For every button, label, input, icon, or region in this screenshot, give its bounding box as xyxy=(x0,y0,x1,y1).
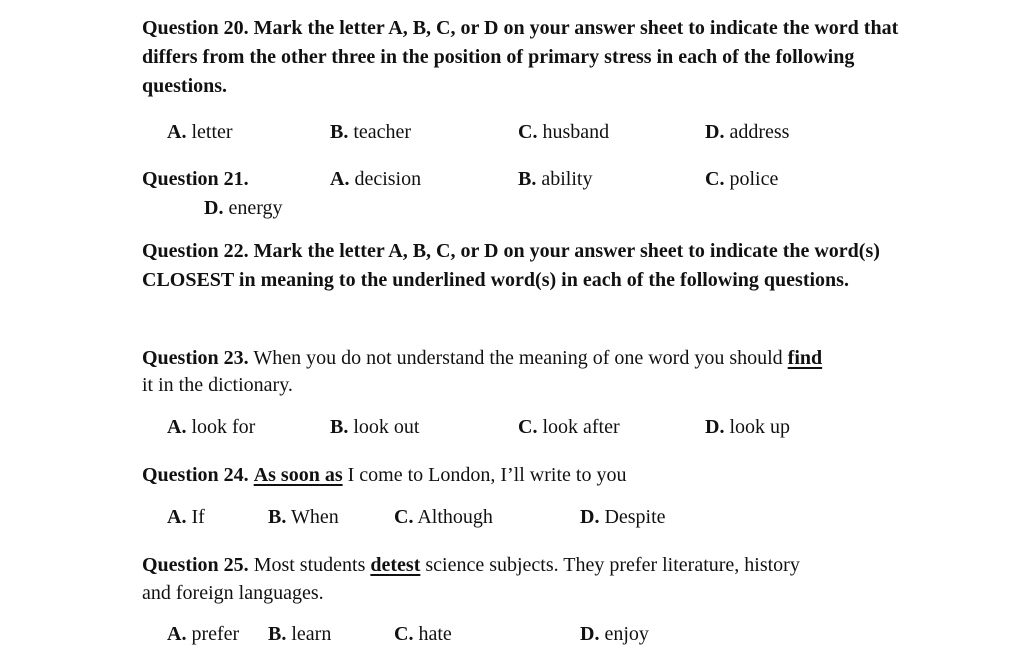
q21-option-b xyxy=(518,166,592,192)
option-letter: D. xyxy=(204,197,224,219)
option-text: When xyxy=(290,506,339,528)
question-24-stem xyxy=(142,462,626,488)
q25-option-d xyxy=(580,621,649,647)
q20-option-a xyxy=(167,119,233,145)
q23-option-c xyxy=(518,414,620,440)
question-25-label: Question 25. xyxy=(142,554,249,576)
underlined-word: As soon as xyxy=(253,464,343,486)
question-25-text-continued: science subjects. They prefer literature, history xyxy=(420,554,800,576)
q25-option-b xyxy=(268,621,331,647)
q24-option-b xyxy=(268,504,339,530)
option-letter: D. xyxy=(705,121,725,143)
option-text: prefer xyxy=(191,623,240,645)
option-letter: A. xyxy=(167,416,187,438)
question-20-instructions: Question 20. Mark the letter A, B, C, or D on your answer sheet to indicate the word that differs from the other three in the position of primary stress in each of the following questions. xyxy=(142,17,899,97)
q20-option-d xyxy=(705,119,789,145)
q24-option-a xyxy=(167,504,205,530)
option-letter: B. xyxy=(268,623,287,645)
underlined-word: detest xyxy=(370,554,421,576)
q23-option-a xyxy=(167,414,255,440)
question-24-text: I come to London, I’ll write to you xyxy=(342,464,627,486)
option-text: letter xyxy=(191,121,233,143)
option-text: address xyxy=(729,121,790,143)
option-text: look after xyxy=(542,416,620,438)
option-text: look up xyxy=(729,416,791,438)
question-24-label: Question 24. xyxy=(142,464,249,486)
option-text: ability xyxy=(541,168,593,190)
q23-option-b xyxy=(330,414,419,440)
option-text: husband xyxy=(542,121,610,143)
option-letter: B. xyxy=(330,416,349,438)
q21-option-a xyxy=(330,166,421,192)
q24-option-d xyxy=(580,504,666,530)
option-text: teacher xyxy=(353,121,412,143)
option-text: look for xyxy=(191,416,256,438)
q21-option-d xyxy=(204,195,283,221)
question-25-stem xyxy=(142,552,800,578)
option-letter: B. xyxy=(518,168,537,190)
option-letter: A. xyxy=(167,623,187,645)
question-25-text: Most students xyxy=(248,554,371,576)
q25-option-a xyxy=(167,621,239,647)
option-text: Despite xyxy=(604,506,666,528)
option-letter: C. xyxy=(705,168,725,190)
option-letter: C. xyxy=(518,121,538,143)
q20-option-b xyxy=(330,119,411,145)
option-text: learn xyxy=(291,623,332,645)
option-text: decision xyxy=(354,168,422,190)
option-letter: A. xyxy=(330,168,350,190)
option-letter: D. xyxy=(705,416,725,438)
option-letter: A. xyxy=(167,121,187,143)
option-text: police xyxy=(729,168,779,190)
q25-option-c xyxy=(394,621,452,647)
question-23-stem-continued: it in the dictionary. xyxy=(142,374,293,396)
question-21-label: Question 21. xyxy=(142,168,249,190)
question-22-instructions: Question 22. Mark the letter A, B, C, or D on your answer sheet to indicate the word(s) CLOSEST in meaning to the underlined word(s) in each of the following questions. xyxy=(142,240,880,291)
question-23-text: When you do not understand the meaning of one word you should xyxy=(248,347,788,369)
option-letter: A. xyxy=(167,506,187,528)
option-letter: C. xyxy=(394,506,414,528)
q21-option-c xyxy=(705,166,778,192)
option-text: If xyxy=(191,506,205,528)
question-25-stem-line2: and foreign languages. xyxy=(142,582,324,604)
option-letter: B. xyxy=(268,506,287,528)
option-letter: B. xyxy=(330,121,349,143)
option-text: hate xyxy=(418,623,452,645)
option-letter: D. xyxy=(580,623,600,645)
option-text: Although xyxy=(417,506,493,528)
question-23-stem xyxy=(142,345,822,371)
option-text: look out xyxy=(353,416,420,438)
q20-option-c xyxy=(518,119,609,145)
option-letter: C. xyxy=(394,623,414,645)
underlined-word: find xyxy=(787,347,823,369)
q23-option-d xyxy=(705,414,790,440)
question-23-label: Question 23. xyxy=(142,347,249,369)
option-text: enjoy xyxy=(604,623,649,645)
option-letter: D. xyxy=(580,506,600,528)
option-text: energy xyxy=(228,197,283,219)
q24-option-c xyxy=(394,504,493,530)
option-letter: C. xyxy=(518,416,538,438)
